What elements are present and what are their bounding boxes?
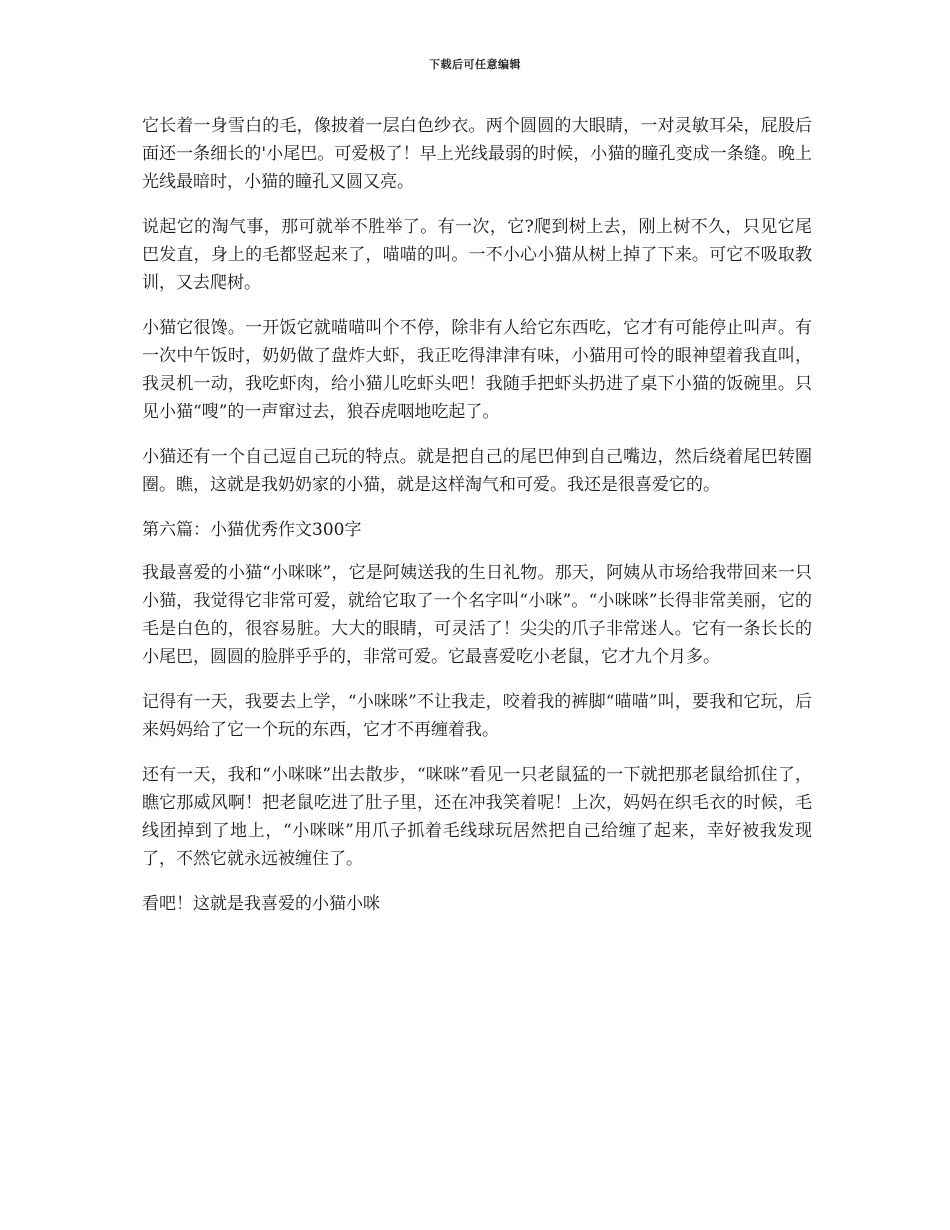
paragraph-walk: 还有一天，我和“小咪咪”出去散步，“咪咪”看见一只老鼠猛的一下就把那老鼠给抓住了，瞧它那威风啊！把老鼠吃进了肚子里，还在冲我笑着呢！上次，妈妈在织毛衣的时候，毛线团掉到了地上，“小咪咪”用爪子抓着毛线球玩居然把自己给缠了起来，幸好被我发现了，不然它就永远被缠住了。: [142, 765, 812, 869]
paragraph-naughty: 说起它的淘气事，那可就举不胜举了。有一次，它?爬到树上去，刚上树不久，只见它尾巴发直，身上的毛都竖起来了，喵喵的叫。一不小心小猫从树上掉了下来。可它不吸取教训，又去爬树。: [142, 217, 812, 293]
document-body: [142, 112, 812, 935]
paragraph-greedy: 小猫它很馋。一开饭它就喵喵叫个不停，除非有人给它东西吃，它才有可能停止叫声。有一次中午饭时，奶奶做了盘炸大虾，我正吃得津津有味，小猫用可怜的眼神望着我直叫，我灵机一动，我吃虾肉，给小猫儿吃虾头吧！我随手把虾头扔进了桌下小猫的饭碗里。只见小猫“嗖”的一声窜过去，狼吞虎咽地吃起了。: [142, 318, 812, 422]
paragraph-appearance: 它长着一身雪白的毛，像披着一层白色纱衣。两个圆圆的大眼睛，一对灵敏耳朵，屁股后面还一条细长的'小尾巴。可爱极了！早上光线最弱的时候，小猫的瞳孔变成一条缝。晚上光线最暗时，小猫的瞳孔又圆又亮。: [142, 116, 812, 192]
paragraph-school: 记得有一天，我要去上学，“小咪咪”不让我走，咬着我的裤脚“喵喵”叫，要我和它玩，后来妈妈给了它一个玩的东西，它才不再缠着我。: [142, 692, 812, 740]
page-header: 下载后可任意编辑: [429, 58, 521, 71]
paragraph-conclusion: 看吧！这就是我喜爱的小猫小咪: [142, 894, 380, 914]
section-heading: 第六篇：小猫优秀作文300字: [142, 520, 362, 540]
paragraph-tail-play: 小猫还有一个自己逗自己玩的特点。就是把自己的尾巴伸到自己嘴边，然后绕着尾巴转圈圈。瞧，这就是我奶奶家的小猫，就是这样淘气和可爱。我还是很喜爱它的。: [142, 447, 812, 495]
paragraph-gift: 我最喜爱的小猫“小咪咪”，它是阿姨送我的生日礼物。那天，阿姨从市场给我带回来一只小猫，我觉得它非常可爱，就给它取了一个名字叫“小咪”。“小咪咪”长得非常美丽，它的毛是白色的，很容易脏。大大的眼睛，可灵活了！尖尖的爪子非常迷人。它有一条长长的小尾巴，圆圆的脸胖乎乎的，非常可爱。它最喜爱吃小老鼠，它才九个月多。: [142, 563, 812, 667]
